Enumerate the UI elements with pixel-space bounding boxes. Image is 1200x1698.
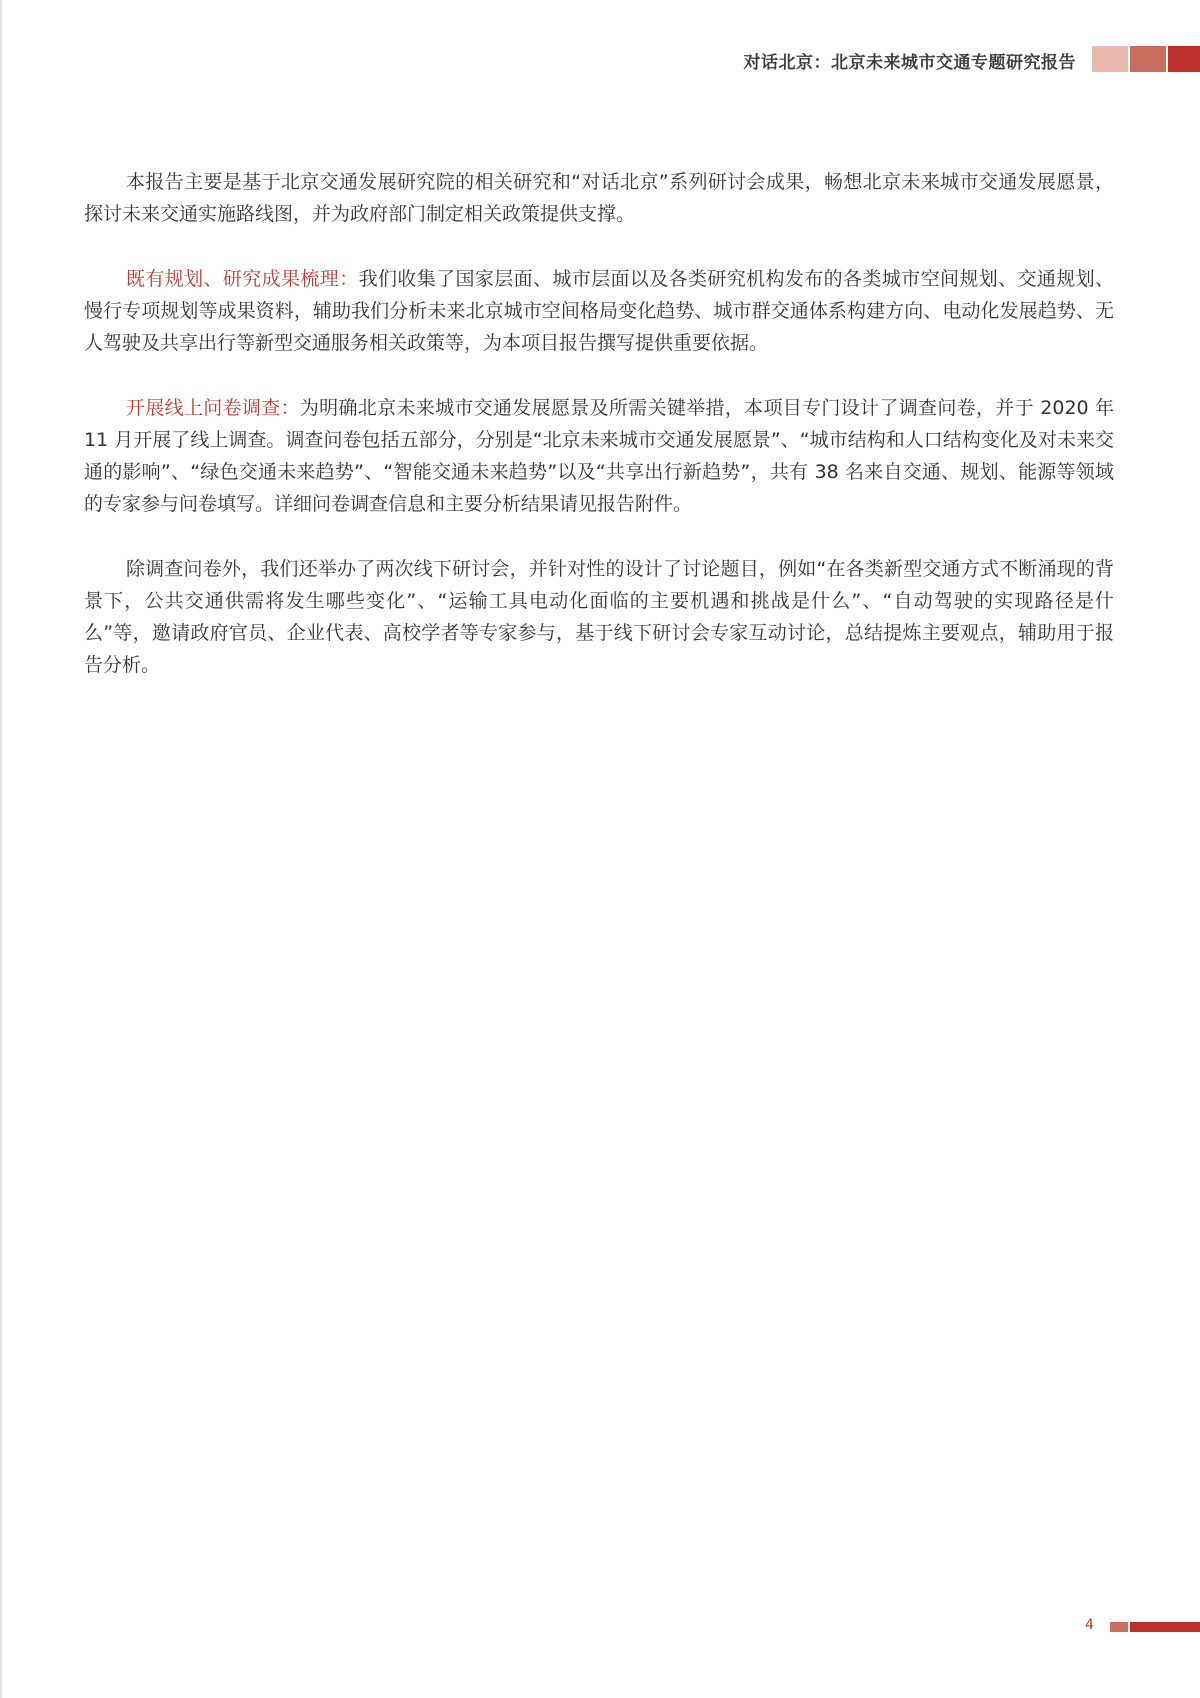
planning-review-text: 我们收集了国家层面、城市层面以及各类研究机构发布的各类城市空间规划、交通规划、慢行专项规划等成果资料，辅助我们分析未来北京城市空间格局变化趋势、城市群交通体系构建方向、电动化发展趋势、无人驾驶及共享出行等新型交通服务相关政策等，为本项目报告撰写提供重要依据。 [84, 268, 1114, 354]
survey-heading: 开展线上问卷调查： [126, 397, 300, 419]
footer-accent-dark [1130, 1622, 1200, 1632]
header-accent-light [1092, 46, 1128, 72]
header-accent-dark [1168, 46, 1200, 72]
page-number: 4 [1085, 1617, 1094, 1633]
footer-accent-light [1110, 1622, 1128, 1632]
planning-review-heading: 既有规划、研究成果梳理： [126, 268, 359, 290]
header-accent-bar [1092, 46, 1200, 72]
survey-paragraph [84, 392, 1114, 520]
footer-accent-bar [1110, 1622, 1200, 1632]
workshop-paragraph: 除调查问卷外，我们还举办了两次线下研讨会，并针对性的设计了讨论题目，例如“在各类新型交通方式不断涌现的背景下，公共交通供需将发生哪些变化”、“运输工具电动化面临的主要机遇和挑战是什么”、“自动驾驶的实现路径是什么”等，邀请政府官员、企业代表、高校学者等专家参与，基于线下研讨会专家互动讨论，总结提炼主要观点，辅助用于报告分析。 [84, 558, 1114, 676]
header-title: 对话北京：北京未来城市交通专题研究报告 [743, 53, 1076, 73]
report-body [84, 166, 1114, 714]
survey-text: 为明确北京未来城市交通发展愿景及所需关键举措，本项目专门设计了调查问卷，并于 2020 年 11 月开展了线上调查。调查问卷包括五部分，分别是“北京未来城市交通发展愿景”、“城市结构和人口结构变化及对未来交通的影响”、“绿色交通未来趋势”、“智能交通未来趋势”以及“共享出行新趋势”，共有 38 名来自交通、规划、能源等领域的专家参与问卷填写。详细问卷调查信息和主要分析结果请见报告附件。 [84, 397, 1114, 515]
page-edge-line [0, 0, 2, 1698]
intro-paragraph: 本报告主要是基于北京交通发展研究院的相关研究和“对话北京”系列研讨会成果，畅想北京未来城市交通发展愿景，探讨未来交通实施路线图，并为政府部门制定相关政策提供支撑。 [84, 171, 1114, 225]
header-accent-mid [1130, 46, 1166, 72]
planning-review-paragraph [84, 263, 1114, 359]
